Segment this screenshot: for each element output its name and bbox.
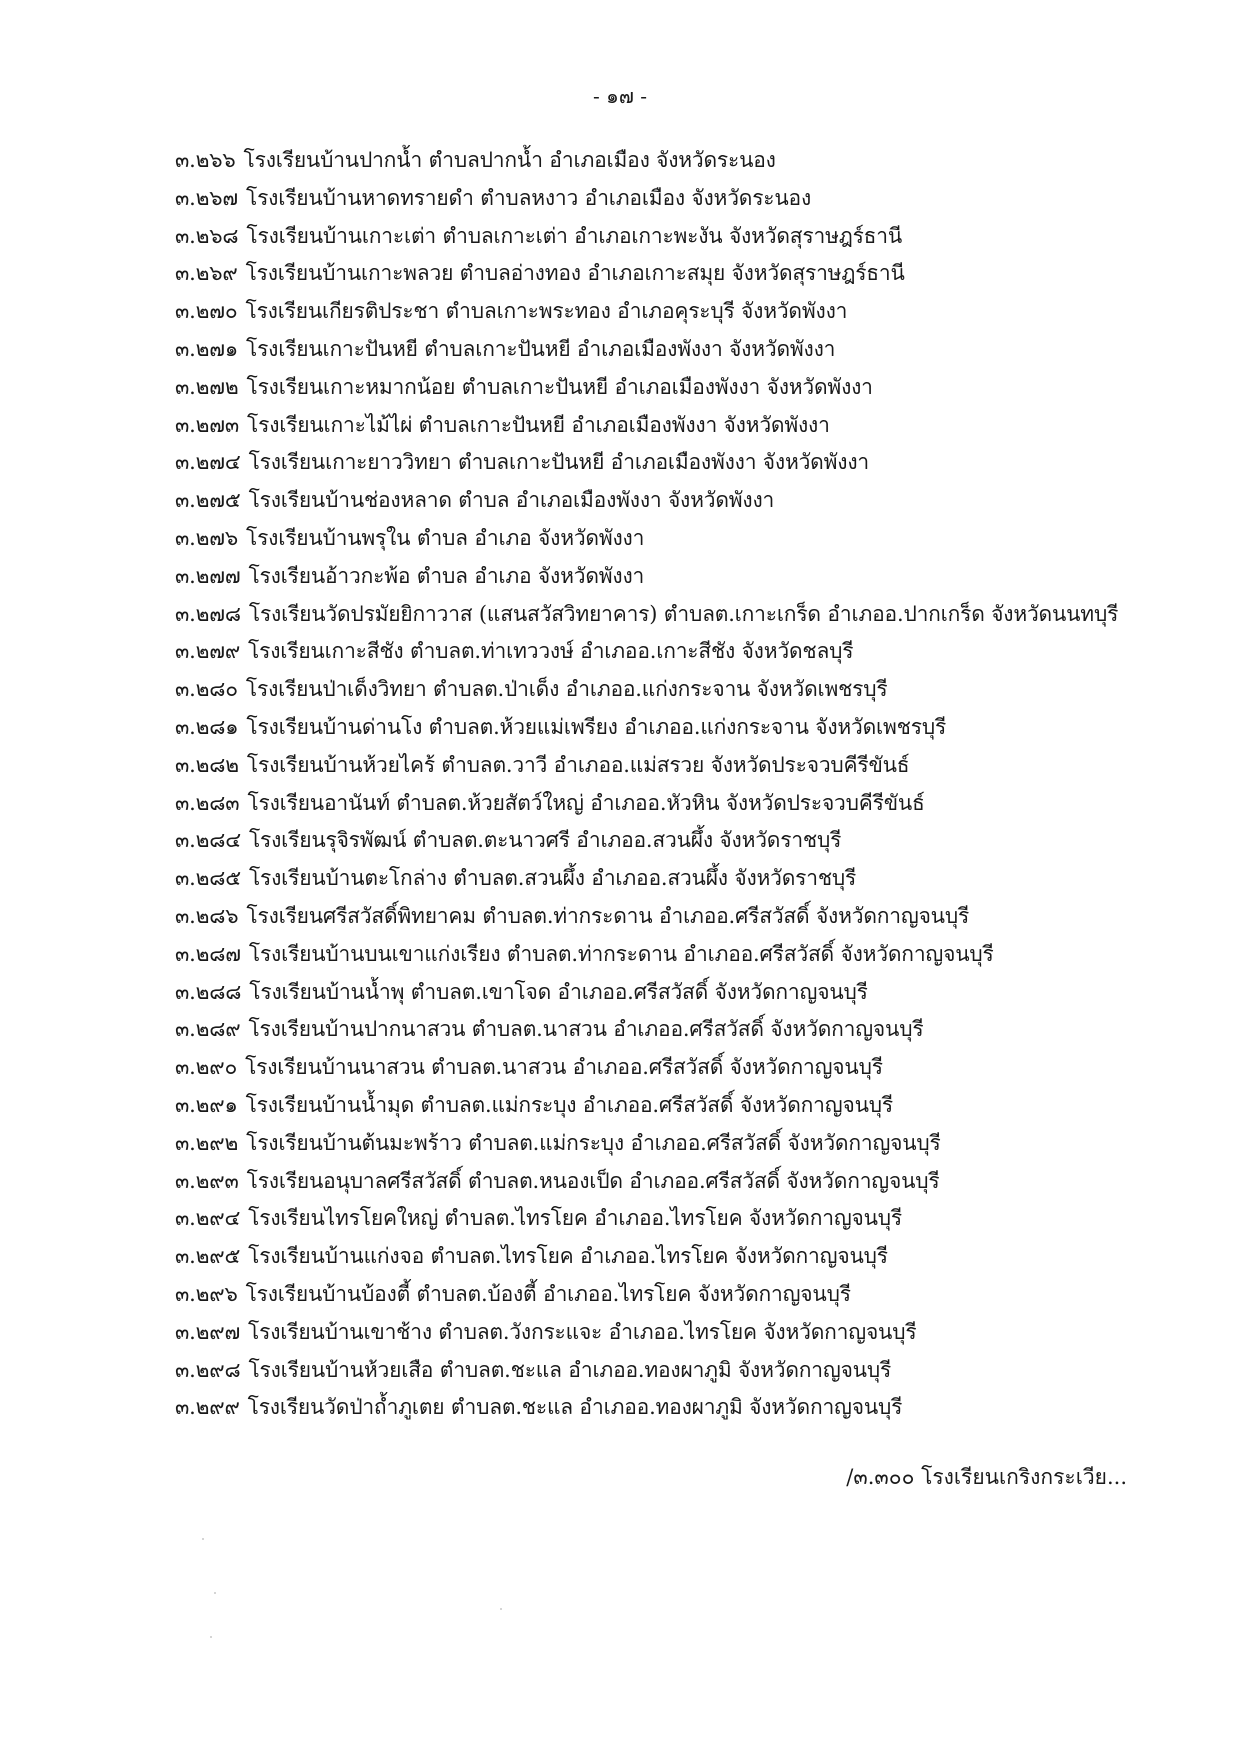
entry-number: ๓.๒๘๒ [175, 752, 239, 777]
continuation-text: /๓.๓๐๐ โรงเรียนเกริงกระเวีย... [846, 1465, 1127, 1489]
list-item [175, 1276, 1215, 1314]
list-item [175, 596, 1215, 634]
entry-text: โรงเรียนบ้านเกาะพลวย ตำบลอ่างทอง อำเภอเกาะสมุย จังหวัดสุราษฎร์ธานี [245, 261, 905, 286]
entry-text: โรงเรียนบ้านพรุใน ตำบล อำเภอ จังหวัดพังงา [246, 525, 645, 550]
list-item [175, 1125, 1215, 1163]
entry-number: ๓.๒๙๕ [175, 1244, 241, 1269]
entry-text: โรงเรียนบ้านตะโกล่าง ตำบลต.สวนผึ้ง อำเภออ.สวนผึ้ง จังหวัดราชบุรี [248, 866, 857, 891]
list-item [175, 785, 1215, 823]
entry-number: ๓.๒๙๔ [175, 1206, 241, 1231]
entry-text: โรงเรียนบ้านน้ำพุ ตำบลต.เขาโจด อำเภออ.ศรีสวัสดิ์ จังหวัดกาญจนบุรี [249, 979, 868, 1004]
entry-text: โรงเรียนเกาะยาววิทยา ตำบลเกาะปันหยี อำเภอเมืองพังงา จังหวัดพังงา [248, 450, 869, 475]
entry-text: โรงเรียนบ้านน้ำมุด ตำบลต.แม่กระบุง อำเภออ.ศรีสวัสดิ์ จังหวัดกาญจนบุรี [245, 1092, 893, 1117]
list-item [175, 1163, 1215, 1201]
entry-text: โรงเรียนเกาะสีชัง ตำบลต.ท่าเทววงษ์ อำเภออ.เกาะสีชัง จังหวัดชลบุรี [248, 639, 854, 664]
list-item [175, 255, 1215, 293]
list-item [175, 1389, 1215, 1427]
entry-text: โรงเรียนป่าเด็งวิทยา ตำบลต.ป่าเด็ง อำเภออ.แก่งกระจาน จังหวัดเพชรบุรี [245, 677, 888, 702]
entry-number: ๓.๒๘๓ [175, 790, 240, 815]
entry-number: ๓.๒๗๕ [175, 488, 241, 513]
entry-number: ๓.๒๗๗ [175, 563, 241, 588]
entry-text: โรงเรียนบ้านเขาช้าง ตำบลต.วังกระแจะ อำเภออ.ไทรโยค จังหวัดกาญจนบุรี [248, 1319, 917, 1344]
entry-text: โรงเรียนอ้าวกะพ้อ ตำบล อำเภอ จังหวัดพังงา [248, 563, 645, 588]
list-item [175, 822, 1215, 860]
entry-number: ๓.๒๗๖ [175, 525, 238, 550]
entry-number: ๓.๒๗๑ [175, 336, 238, 361]
list-item [175, 520, 1215, 558]
entry-text: โรงเรียนบ้านปากนาสวน ตำบลต.นาสวน อำเภออ.ศรีสวัสดิ์ จังหวัดกาญจนบุรี [248, 1017, 924, 1042]
list-item [175, 671, 1215, 709]
entry-text: โรงเรียนศรีสวัสดิ์พิทยาคม ตำบลต.ท่ากระดาน อำเภออ.ศรีสวัสดิ์ จังหวัดกาญจนบุรี [246, 903, 970, 928]
entry-number: ๓.๒๘๔ [175, 828, 241, 853]
list-item [175, 1314, 1215, 1352]
entry-text: โรงเรียนอานันท์ ตำบลต.ห้วยสัตว์ใหญ่ อำเภออ.หัวหิน จังหวัดประจวบคีรีขันธ์ [247, 790, 925, 815]
entry-number: ๓.๒๘๕ [175, 866, 241, 891]
entry-number: ๓.๒๙๗ [175, 1319, 241, 1344]
entry-number: ๓.๒๘๙ [175, 1017, 241, 1042]
entry-text: โรงเรียนบ้านห้วยไคร้ ตำบลต.วาวี อำเภออ.แม่สรวย จังหวัดประจวบคีรีขันธ์ [246, 752, 910, 777]
list-item [175, 482, 1215, 520]
list-item [175, 558, 1215, 596]
entry-text: โรงเรียนอนุบาลศรีสวัสดิ์ ตำบลต.หนองเป็ด อำเภออ.ศรีสวัสดิ์ จังหวัดกาญจนบุรี [246, 1168, 940, 1193]
list-item [175, 898, 1215, 936]
entry-number: ๓.๒๘๐ [175, 677, 238, 702]
entry-number: ๓.๒๗๔ [175, 450, 241, 475]
entry-text: โรงเรียนเกาะหมากน้อย ตำบลเกาะปันหยี อำเภอเมืองพังงา จังหวัดพังงา [246, 374, 873, 399]
entry-number: ๓.๒๘๑ [175, 714, 239, 739]
entry-text: โรงเรียนบ้านแก่งจอ ตำบลต.ไทรโยค อำเภออ.ไทรโยค จังหวัดกาญจนบุรี [248, 1244, 888, 1269]
entry-number: ๓.๒๙๒ [175, 1130, 239, 1155]
list-item [175, 407, 1215, 445]
list-item [175, 331, 1215, 369]
entry-text: โรงเรียนเกาะไม้ไผ่ ตำบลเกาะปันหยี อำเภอเมืองพังงา จังหวัดพังงา [247, 412, 830, 437]
entry-text: โรงเรียนวัดปรมัยยิกาวาส (แสนสวัสวิทยาคาร) ตำบลต.เกาะเกร็ด อำเภออ.ปากเกร็ด จังหวัดนนทบุรี [248, 601, 1119, 626]
list-item [175, 1238, 1215, 1276]
scan-speck [210, 1636, 212, 1638]
list-item [175, 747, 1215, 785]
entry-number: ๓.๒๙๑ [175, 1092, 238, 1117]
list-item [175, 974, 1215, 1012]
entry-text: โรงเรียนบ้านห้วยเสือ ตำบลต.ชะแล อำเภออ.ทองผาภูมิ จังหวัดกาญจนบุรี [248, 1357, 892, 1382]
entry-text: โรงเรียนบ้านเกาะเต่า ตำบลเกาะเต่า อำเภอเกาะพะงัน จังหวัดสุราษฎร์ธานี [246, 223, 903, 248]
scan-speck [202, 1538, 204, 1540]
list-item [175, 860, 1215, 898]
entry-number: ๓.๒๖๗ [175, 185, 238, 210]
entry-text: โรงเรียนไทรโยคใหญ่ ตำบลต.ไทรโยค อำเภออ.ไทรโยค จังหวัดกาญจนบุรี [248, 1206, 903, 1231]
entry-number: ๓.๒๖๖ [175, 148, 236, 172]
entry-text: โรงเรียนวัดป่าถ้ำภูเตย ตำบลต.ชะแล อำเภออ.ทองผาภูมิ จังหวัดกาญจนบุรี [247, 1395, 903, 1420]
list-item [175, 369, 1215, 407]
list-item [175, 1087, 1215, 1125]
entry-number: ๓.๒๗๓ [175, 412, 240, 437]
entry-text: โรงเรียนบ้านช่องหลาด ตำบล อำเภอเมืองพังงา จังหวัดพังงา [248, 488, 775, 513]
list-item [175, 218, 1215, 256]
list-item [175, 1200, 1215, 1238]
list-item [175, 709, 1215, 747]
entry-text: โรงเรียนบ้านปากน้ำ ตำบลปากน้ำ อำเภอเมือง จังหวัดระนอง [243, 148, 776, 172]
entry-number: ๓.๒๙๙ [175, 1395, 240, 1420]
entry-number: ๓.๒๘๖ [175, 903, 239, 928]
scan-speck [214, 1592, 216, 1594]
entry-text: โรงเรียนบ้านหาดทรายดำ ตำบลหงาว อำเภอเมือง จังหวัดระนอง [246, 185, 811, 210]
entry-number: ๓.๒๘๗ [175, 941, 241, 966]
entry-text: โรงเรียนบ้านด่านโง ตำบลต.ห้วยแม่เพรียง อำเภออ.แก่งกระจาน จังหวัดเพชรบุรี [246, 714, 947, 739]
entry-text: โรงเรียนบ้านบนเขาแก่งเรียง ตำบลต.ท่ากระดาน อำเภออ.ศรีสวัสดิ์ จังหวัดกาญจนบุรี [248, 941, 994, 966]
entry-number: ๓.๒๙๘ [175, 1357, 241, 1382]
entry-text: โรงเรียนเกาะปันหยี ตำบลเกาะปันหยี อำเภอเมืองพังงา จังหวัดพังงา [246, 336, 836, 361]
list-item [175, 633, 1215, 671]
list-item [175, 142, 1215, 180]
list-item [175, 444, 1215, 482]
entry-text: โรงเรียนบ้านบ้องตี้ ตำบลต.บ้องตี้ อำเภออ.ไทรโยค จังหวัดกาญจนบุรี [245, 1281, 851, 1306]
entry-number: ๓.๒๗๘ [175, 601, 241, 626]
entry-text: โรงเรียนเกียรติประชา ตำบลเกาะพระทอง อำเภอคุระบุรี จังหวัดพังงา [245, 299, 848, 324]
entry-number: ๓.๒๗๙ [175, 639, 241, 664]
entry-number: ๓.๒๙๓ [175, 1168, 239, 1193]
school-list [175, 142, 1215, 1427]
entry-number: ๓.๒๙๖ [175, 1281, 238, 1306]
entry-number: ๓.๒๗๒ [175, 374, 239, 399]
entry-number: ๓.๒๖๘ [175, 223, 239, 248]
entry-number: ๓.๒๘๘ [175, 979, 242, 1004]
list-item [175, 293, 1215, 331]
entry-text: โรงเรียนรุจิรพัฒน์ ตำบลต.ตะนาวศรี อำเภออ.สวนผึ้ง จังหวัดราชบุรี [248, 828, 842, 853]
entry-text: โรงเรียนบ้านต้นมะพร้าว ตำบลต.แม่กระบุง อำเภออ.ศรีสวัสดิ์ จังหวัดกาญจนบุรี [246, 1130, 941, 1155]
page-number: - ๑๗ - [593, 84, 647, 108]
entry-number: ๓.๒๖๙ [175, 261, 238, 286]
scan-speck [500, 1608, 502, 1610]
entry-number: ๓.๒๙๐ [175, 1055, 238, 1080]
list-item [175, 180, 1215, 218]
list-item [175, 1011, 1215, 1049]
list-item [175, 936, 1215, 974]
entry-text: โรงเรียนบ้านนาสวน ตำบลต.นาสวน อำเภออ.ศรีสวัสดิ์ จังหวัดกาญจนบุรี [245, 1055, 883, 1080]
entry-number: ๓.๒๗๐ [175, 299, 238, 324]
list-item [175, 1352, 1215, 1390]
list-item [175, 1049, 1215, 1087]
